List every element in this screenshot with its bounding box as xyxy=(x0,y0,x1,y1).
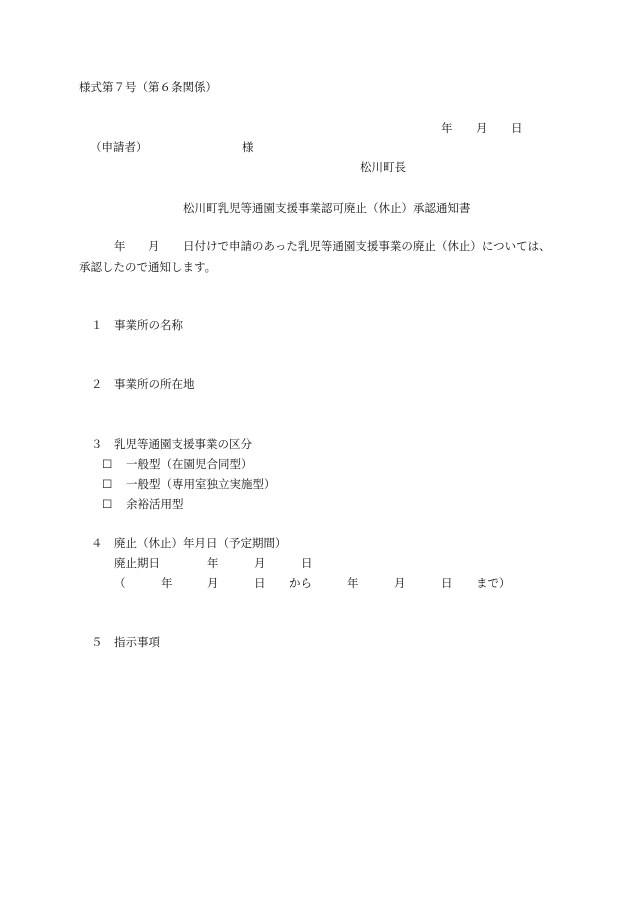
period-to-year: 年 xyxy=(347,576,359,590)
option-label: 一般型（専用室独立実施型） xyxy=(126,477,276,491)
item-1-label: 事業所の名称 xyxy=(114,318,183,332)
applicant-label: （申請者） xyxy=(90,140,148,154)
checkbox-icon[interactable]: ☐ xyxy=(102,497,113,511)
period-from-day: 日 xyxy=(254,576,266,590)
item-5-number: ５ xyxy=(91,635,103,649)
period-from-month: 月 xyxy=(207,576,219,590)
date-day: 日 xyxy=(511,121,523,135)
item-2-label: 事業所の所在地 xyxy=(114,377,195,391)
period-until: まで） xyxy=(476,576,511,590)
period-from: から xyxy=(289,576,312,590)
abolition-date-label: 廃止期日 xyxy=(114,556,160,570)
checkbox-icon[interactable]: ☐ xyxy=(102,477,113,491)
item-2-number: ２ xyxy=(91,377,103,391)
abolition-day: 日 xyxy=(301,556,313,570)
document-title: 松川町乳児等通園支援事業認可廃止（休止）承認通知書 xyxy=(183,201,471,215)
abolition-year: 年 xyxy=(207,556,219,570)
issuer-name: 松川町長 xyxy=(360,160,406,174)
body-line-2: 承認したので通知します。 xyxy=(79,260,217,274)
abolition-month: 月 xyxy=(254,556,266,570)
honorific: 様 xyxy=(242,140,254,154)
period-to-month: 月 xyxy=(394,576,406,590)
item-3-number: ３ xyxy=(91,437,103,451)
body-text: 日付けで申請のあった乳児等通園支援事業の廃止（休止）については、 xyxy=(183,239,551,253)
item-3-label: 乳児等通園支援事業の区分 xyxy=(114,437,252,451)
item-5-label: 指示事項 xyxy=(114,635,160,649)
period-from-year: 年 xyxy=(161,576,173,590)
item-4-label: 廃止（休止）年月日（予定期間） xyxy=(114,536,287,550)
body-year: 年 xyxy=(114,239,126,253)
item-1-number: １ xyxy=(91,318,103,332)
date-year: 年 xyxy=(441,121,453,135)
period-open: （ xyxy=(114,576,126,590)
option-label: 余裕活用型 xyxy=(126,497,184,511)
item-4-number: ４ xyxy=(91,536,103,550)
form-number: 様式第７号（第６条関係） xyxy=(79,80,217,94)
date-month: 月 xyxy=(476,121,488,135)
option-label: 一般型（在園児合同型） xyxy=(126,457,253,471)
period-to-day: 日 xyxy=(441,576,453,590)
checkbox-icon[interactable]: ☐ xyxy=(102,457,113,471)
body-month: 月 xyxy=(148,239,160,253)
